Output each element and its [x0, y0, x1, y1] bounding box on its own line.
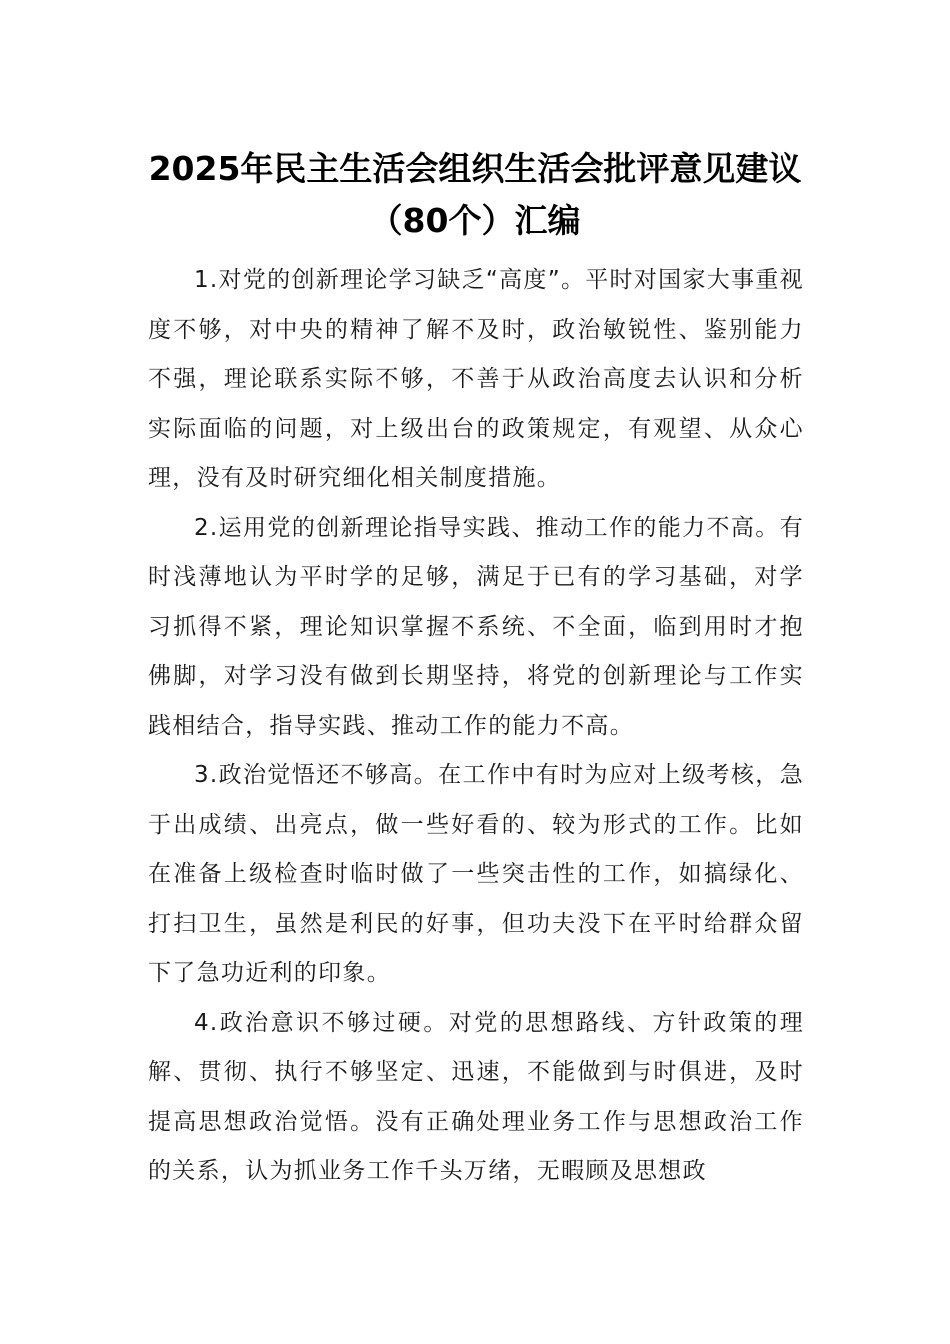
- paragraph-4: 4.政治意识不够过硬。对党的思想路线、方针政策的理解、贯彻、执行不够坚定、迅速，不能做到与时俱进，及时提高思想政治觉悟。没有正确处理业务工作与思想政治工作的关系，认为抓业务工作千头万绪，无暇顾及思想政: [148, 1009, 804, 1184]
- paragraph-2: 2.运用党的创新理论指导实践、推动工作的能力不高。有时浅薄地认为平时学的足够，满足于已有的学习基础，对学习抓得不紧，理论知识掌握不系统、不全面，临到用时才抱佛脚，对学习没有做到长期坚持，将党的创新理论与工作实践相结合，指导实践、推动工作的能力不高。: [148, 514, 804, 739]
- document-title: 2025年民主生活会组织生活会批评意见建议（80个）汇编: [148, 149, 802, 240]
- document-body: [148, 256, 804, 1197]
- paragraph-3: 3.政治觉悟还不够高。在工作中有时为应对上级考核，急于出成绩、出亮点，做一些好看的、较为形式的工作。比如在准备上级检查时临时做了一些突击性的工作，如搞绿化、打扫卫生，虽然是利民的好事，但功夫没下在平时给群众留下了急功近利的印象。: [148, 762, 804, 986]
- paragraph-1: 1.对党的创新理论学习缺乏“高度”。平时对国家大事重视度不够，对中央的精神了解不及时，政治敏锐性、鉴别能力不强，理论联系实际不够，不善于从政治高度去认识和分析实际面临的问题，对上级出台的政策规定，有观望、从众心理，没有及时研究细化相关制度措施。: [148, 267, 804, 491]
